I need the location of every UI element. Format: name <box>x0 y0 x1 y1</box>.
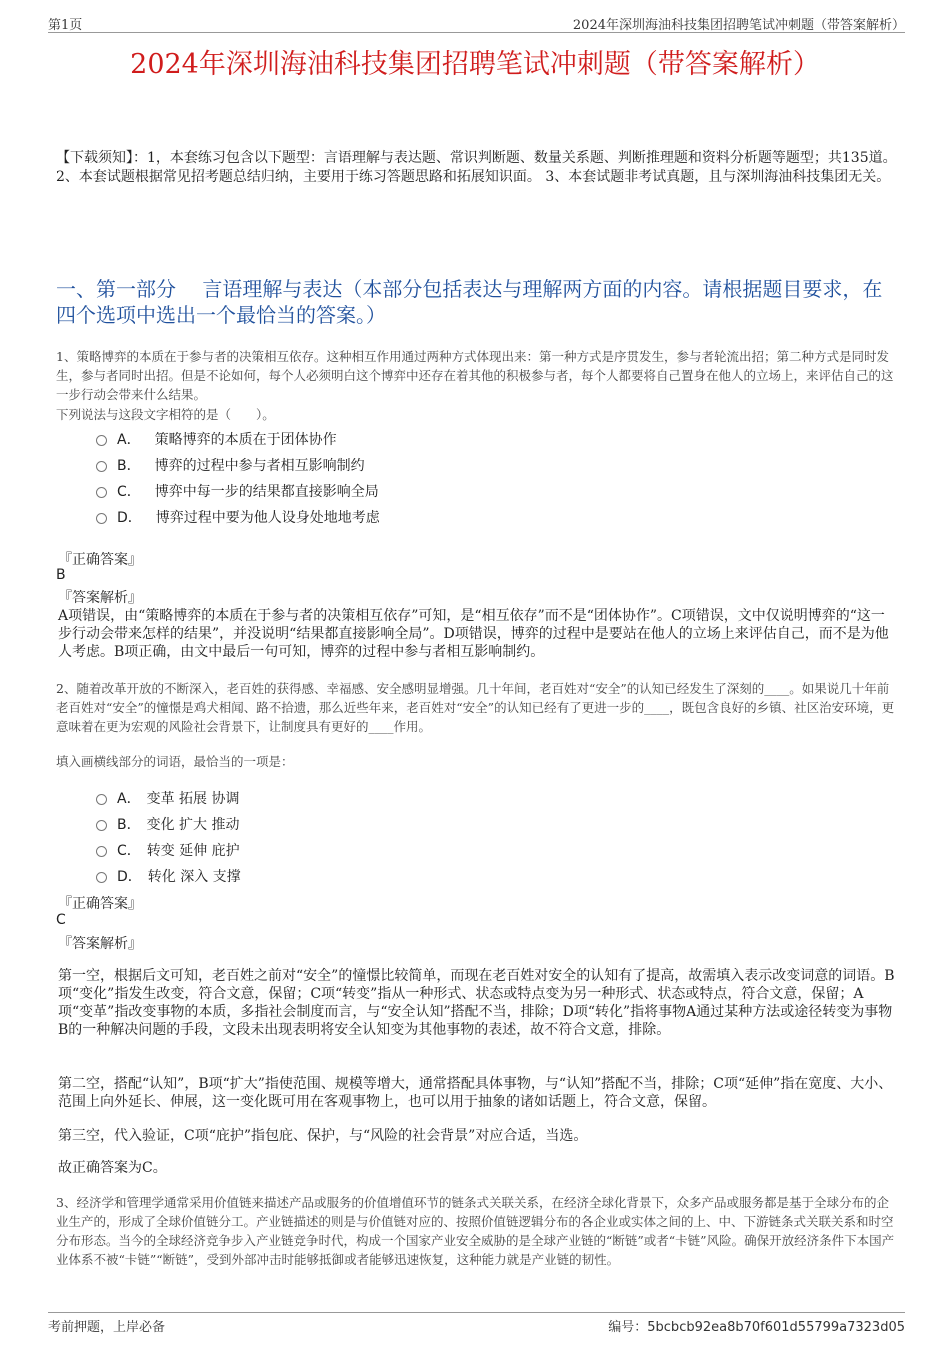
question-1-option-a[interactable]: A． 策略博弈的本质在于团体协作 <box>96 426 380 452</box>
question-3-stem: 3、经济学和管理学通常采用价值链来描述产品或服务的价值增值环节的链条式关联关系，在经济全球化背景下，众多产品或服务都是基于全球分布的企业生产的，形成了全球价值链分工。产业链描述的则是与价值链对应的、按照价值链逻辑分布的各企业或实体之间的上、中、下游链条式关联关系和时空分布形态。当今的全球经济竞争步入产业链竞争时代，构成一个国家产业安全威胁的是全球产业链的“断链”或者“卡链”风险。确保开放经济条件下本国产业体系不被“卡链”“断链”，受到外部冲击时能够抵御或者能够迅速恢复，这种能力就是产业链的韧性。 <box>56 1195 895 1267</box>
question-2-analysis-p1: 第一空，根据后文可知，老百姓之前对“安全”的憧憬比较简单，而现在老百姓对安全的认知有了提高，故需填入表示改变词意的词语。B项“变化”指发生改变，符合文意，保留；C项“转变”指从一种形式、状态或特点变为另一种形式、状态或特点，符合文意，保留；A项“变革”指改变事物的本质，多指社会制度而言，与“安全认知”搭配不当，排除；D项“转化”指将事物A通过某种方法或途径转变为事物B的一种解决问题的手段，文段未出现表明将安全认知变为其他事物的表述，故不符合文意，排除。 <box>58 968 895 1038</box>
question-2-analysis-p4: 故正确答案为C。 <box>58 1160 167 1176</box>
question-2-analysis-title: 『答案解析』 <box>58 936 142 952</box>
question-1-ask: 下列说法与这段文字相符的是（ ）。 <box>56 407 275 422</box>
question-1-option-c[interactable]: C． 博弈中每一步的结果都直接影响全局 <box>96 478 380 504</box>
question-2-answer-title: 『正确答案』 <box>58 896 142 912</box>
section-heading: 一、第一部分 言语理解与表达（本部分包括表达与理解两方面的内容。请根据题目要求，在四个选项中选出一个最恰当的答案。） <box>56 277 883 327</box>
radio-icon[interactable] <box>96 820 107 831</box>
question-1-analysis: A项错误，由“策略博弈的本质在于参与者的决策相互依存”可知，是“相互依存”而不是“团体协作”。C项错误，文中仅说明博弈的“这一步行动会带来怎样的结果”，并没说明“结果都直接影响全局”。D项错误，博弈的过程中是要站在他人的立场上来评估自己，而不是为他人考虑。B项正确，由文中最后一句可知，博弈的过程中参与者相互影响制约。 <box>58 608 889 660</box>
question-1-stem: 1、策略博弈的本质在于参与者的决策相互依存。这种相互作用通过两种方式体现出来：第一种方式是序贯发生，参与者轮流出招；第二种方式是同时发生，参与者同时出招。但是不论如何，每个人必须明白这个博弈中还存在着其他的积极参与者，每个人都要将自己置身在他人的立场上，来评估自己的这一步行动会带来什么结果。 <box>56 349 894 402</box>
footer-code-value: 5bcbcb92ea8b70f601d55799a7323d05 <box>647 1320 905 1335</box>
radio-icon[interactable] <box>96 794 107 805</box>
radio-icon[interactable] <box>96 461 107 472</box>
question-1-analysis-title: 『答案解析』 <box>58 590 142 606</box>
footer-code <box>608 1316 905 1335</box>
question-2-answer: C <box>56 912 66 928</box>
question-2-ask: 填入画横线部分的词语，最恰当的一项是： <box>56 754 294 769</box>
page-header <box>48 12 905 33</box>
question-1-answer-title: 『正确答案』 <box>58 552 142 568</box>
download-notice: 【下载须知】：1，本套练习包含以下题型：言语理解与表达题、常识判断题、数量关系题、判断推理题和资料分析题等题型；共135道。 2、本套试题根据常见招考题总结归纳，主要用于练习答题思路和拓展知识面。 3、本套试题非考试真题，且与深圳海油科技集团无关。 <box>56 150 897 185</box>
question-1-answer: B <box>56 567 66 583</box>
question-1-option-d[interactable]: D． 博弈过程中要为他人设身处地地考虑 <box>96 504 380 530</box>
question-2-option-c[interactable]: C． 转变 延伸 庇护 <box>96 837 241 863</box>
question-2-options <box>96 785 241 889</box>
question-2-option-b[interactable]: B． 变化 扩大 推动 <box>96 811 241 837</box>
radio-icon[interactable] <box>96 872 107 883</box>
radio-icon[interactable] <box>96 513 107 524</box>
radio-icon[interactable] <box>96 487 107 498</box>
question-2-option-a[interactable]: A． 变革 拓展 协调 <box>96 785 241 811</box>
page-footer <box>48 1312 905 1333</box>
radio-icon[interactable] <box>96 435 107 446</box>
header-doc-title: 2024年深圳海油科技集团招聘笔试冲刺题（带答案解析） <box>572 18 905 33</box>
question-1-option-b[interactable]: B． 博弈的过程中参与者相互影响制约 <box>96 452 380 478</box>
question-2-analysis-p2: 第二空，搭配“认知”，B项“扩大”指使范围、规模等增大，通常搭配具体事物，与“认知”搭配不当，排除；C项“延伸”指在宽度、大小、范围上向外延长、伸展，这一变化既可用在客观事物上，也可以用于抽象的诸如话题上，符合文意，保留。 <box>58 1076 893 1110</box>
question-2-stem: 2、随着改革开放的不断深入，老百姓的获得感、幸福感、安全感明显增强。几十年间，老百姓对“安全”的认知已经发生了深刻的____。如果说几十年前老百姓对“安全”的憧憬是鸡犬相闻、路不拾遗，那么近些年来，老百姓对“安全”的认知已经有了更进一步的____，既包含良好的乡镇、社区治安环境，更意味着在更为宏观的风险社会背景下，让制度具有更好的____作用。 <box>56 681 895 734</box>
question-2-option-d[interactable]: D． 转化 深入 支撑 <box>96 863 241 889</box>
footer-code-label: 编号： <box>608 1320 648 1335</box>
page-number: 第1页 <box>48 18 83 33</box>
document-title: 2024年深圳海油科技集团招聘笔试冲刺题（带答案解析） <box>130 49 820 80</box>
footer-slogan: 考前押题，上岸必备 <box>48 1320 166 1335</box>
question-2-analysis-p3: 第三空，代入验证，C项“庇护”指包庇、保护，与“风险的社会背景”对应合适，当选。 <box>58 1128 588 1144</box>
radio-icon[interactable] <box>96 846 107 857</box>
question-1-options <box>96 426 380 530</box>
